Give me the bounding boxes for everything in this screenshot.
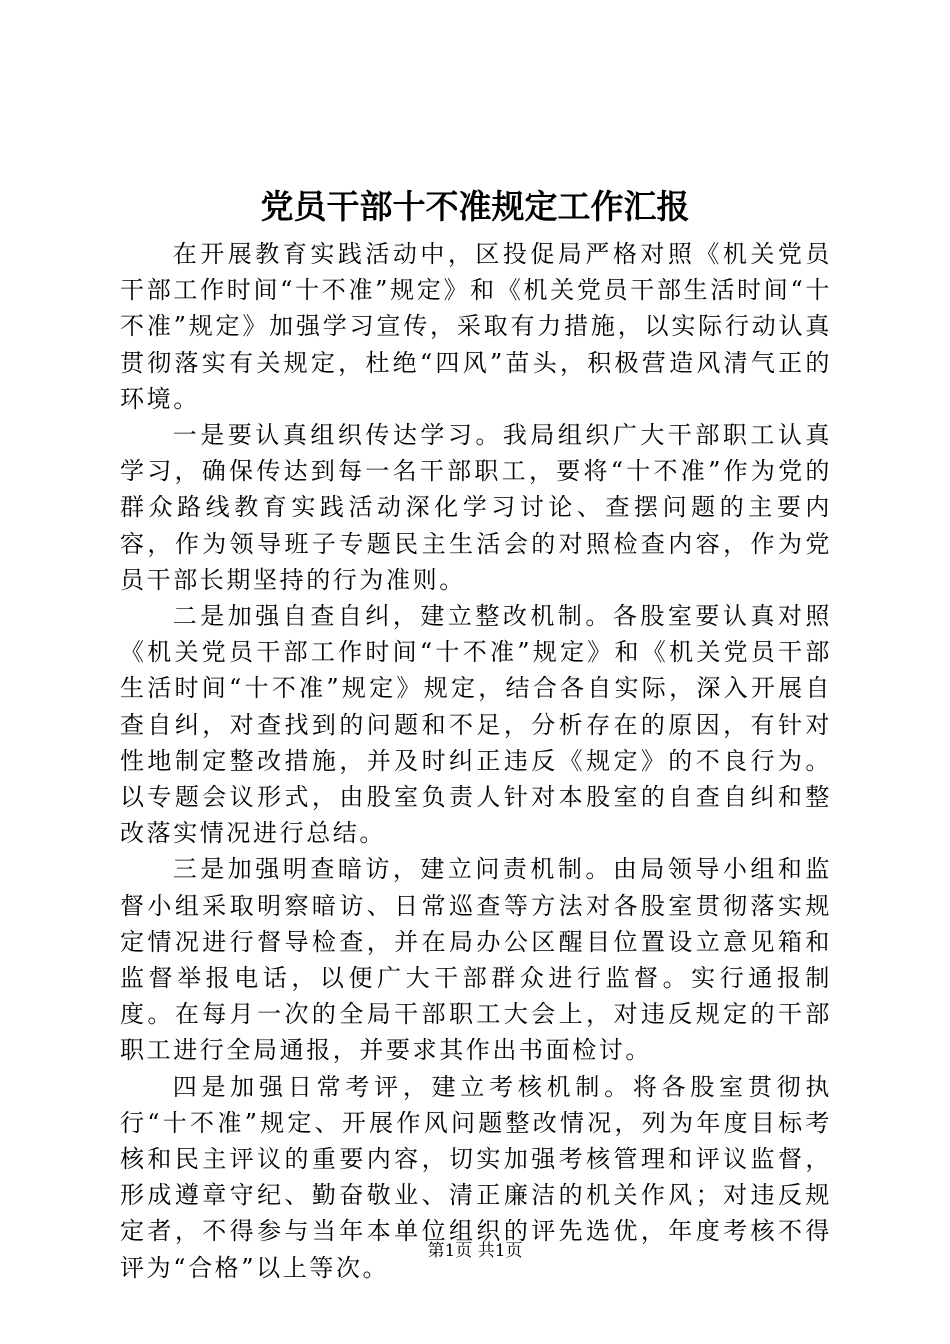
paragraph-accountability: 三是加强明查暗访，建立问责机制。由局领导小组和监督小组采取明察暗访、日常巡查等方法对各股室贯彻落实规定情况进行督导检查，并在局办公区醒目位置设立意见箱和监督举报电话，以便广大干部群众进行监督。实行通报制度。在每月一次的全局干部职工大会上，对违反规定的干部职工进行全局通报，并要求其作出书面检讨。 [120,855,832,1065]
paragraph-study: 一是要认真组织传达学习。我局组织广大干部职工认真学习，确保传达到每一名干部职工，要将“十不准”作为党的群众路线教育实践活动深化学习讨论、查摆问题的主要内容，作为领导班子专题民主生活会的对照检查内容，作为党员干部长期坚持的行为准则。 [120,421,832,594]
document-body [120,236,832,1286]
document-title: 党员干部十不准规定工作汇报 [260,187,690,226]
paragraph-self-inspection: 二是加强自查自纠，建立整改机制。各股室要认真对照《机关党员干部工作时间“十不准”规定》和《机关党员干部生活时间“十不准”规定》规定，结合各自实际，深入开展自查自纠，对查找到的问题和不足，分析存在的原因，有针对性地制定整改措施，并及时纠正违反《规定》的不良行为。以专题会议形式，由股室负责人针对本股室的自查自纠和整改落实情况进行总结。 [120,602,832,848]
page-number-footer: 第1页 共1页 [427,1241,523,1261]
paragraph-assessment: 四是加强日常考评，建立考核机制。将各股室贯彻执行“十不准”规定、开展作风问题整改情况，列为年度目标考核和民主评议的重要内容，切实加强考核管理和评议监督，形成遵章守纪、勤奋敬业、清正廉洁的机关作风；对违反规定者，不得参与当年本单位组织的评先选优，年度考核不得评为“合格”以上等次。 [120,1072,832,1282]
intro-paragraph: 在开展教育实践活动中，区投促局严格对照《机关党员干部工作时间“十不准”规定》和《机关党员干部生活时间“十不准”规定》加强学习宣传，采取有力措施，以实际行动认真贯彻落实有关规定，杜绝“四风”苗头，积极营造风清气正的环境。 [120,240,832,413]
